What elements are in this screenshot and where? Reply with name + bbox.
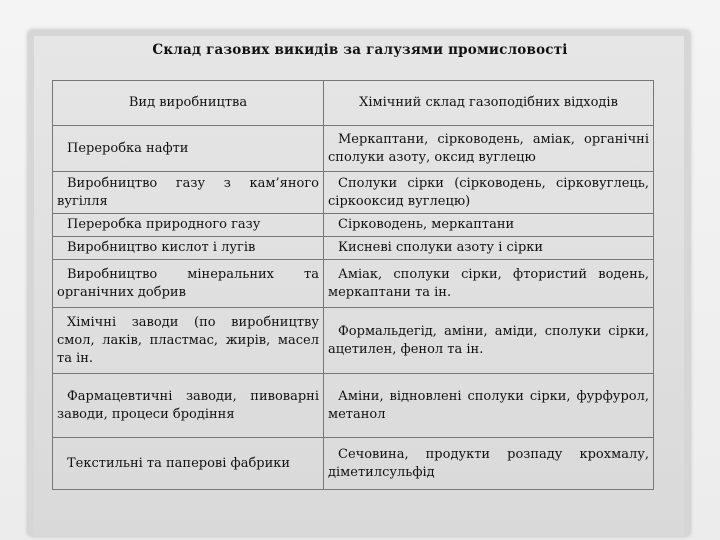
composition-cell: Сполуки сірки (сірководень, сірковуглець, сіркооксид вуглецю) xyxy=(324,172,654,214)
header-industry: Вид виробництва xyxy=(53,81,324,126)
emissions-table xyxy=(52,80,654,490)
composition-cell: Сечовина, продукти розпаду крохмалу, діметилсульфід xyxy=(324,438,654,490)
industry-cell: Виробництво газу з кам’яного вугілля xyxy=(53,172,324,214)
composition-cell: Сірководень, меркаптани xyxy=(324,214,654,237)
composition-cell: Меркаптани, сірководень, аміак, органічні сполуки азоту, оксид вуглецю xyxy=(324,126,654,172)
industry-cell: Виробництво мінеральних та органічних добрив xyxy=(53,260,324,308)
table-row xyxy=(53,172,654,214)
table-row xyxy=(53,237,654,260)
composition-cell: Кисневі сполуки азоту і сірки xyxy=(324,237,654,260)
industry-cell: Фармацевтичні заводи, пивоварні заводи, процеси бродіння xyxy=(53,374,324,438)
composition-cell: Аміни, відновлені сполуки сірки, фурфурол, метанол xyxy=(324,374,654,438)
table-header-row xyxy=(53,81,654,126)
industry-cell: Переробка природного газу xyxy=(53,214,324,237)
table-row xyxy=(53,308,654,374)
table-row xyxy=(53,260,654,308)
industry-cell: Виробництво кислот і лугів xyxy=(53,237,324,260)
industry-cell: Текстильні та паперові фабрики xyxy=(53,438,324,490)
composition-cell: Формальдегід, аміни, аміди, сполуки сірки, ацетилен, фенол та ін. xyxy=(324,308,654,374)
page-title: Склад газових викидів за галузями промисловості xyxy=(152,42,568,58)
composition-cell: Аміак, сполуки сірки, фтористий водень, меркаптани та ін. xyxy=(324,260,654,308)
header-composition: Хімічний склад газоподібних відходів xyxy=(324,81,654,126)
industry-cell: Переробка нафти xyxy=(53,126,324,172)
table-row xyxy=(53,438,654,490)
table-row xyxy=(53,126,654,172)
table-row xyxy=(53,374,654,438)
table-row xyxy=(53,214,654,237)
industry-cell: Хімічні заводи (по виробництву смол, лаків, пластмас, жирів, масел та ін. xyxy=(53,308,324,374)
